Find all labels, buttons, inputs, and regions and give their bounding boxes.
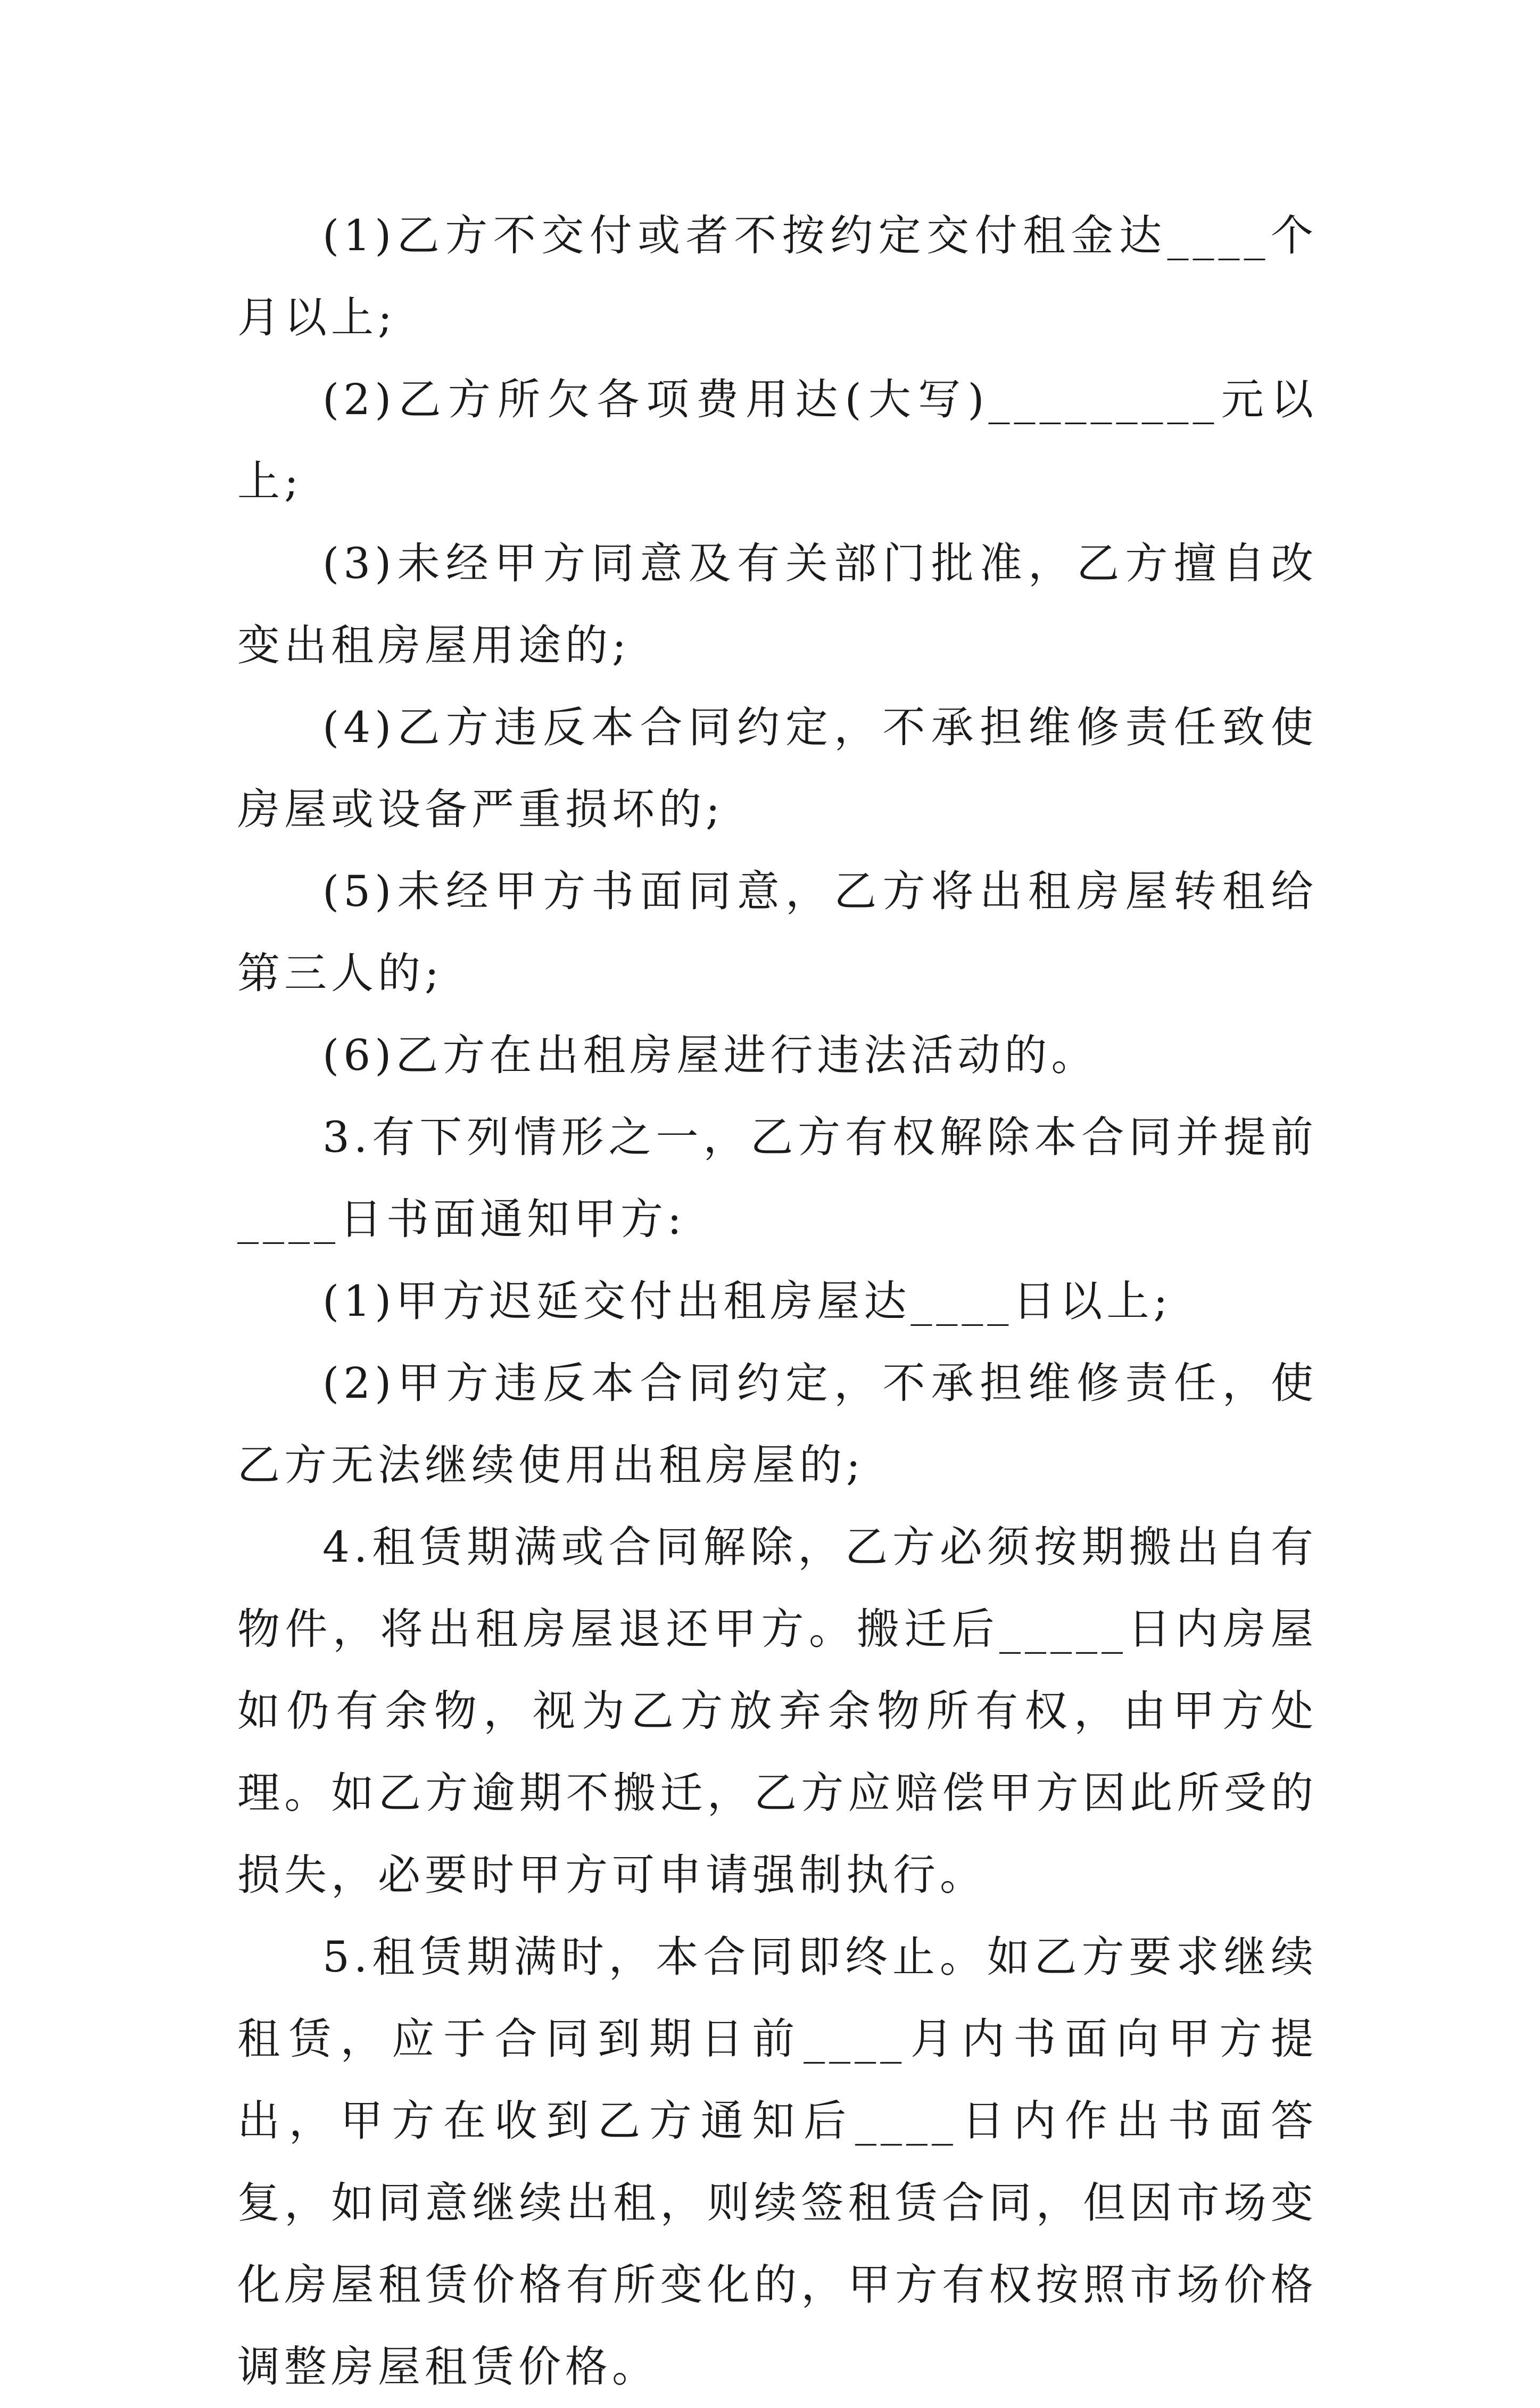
clause-item-2: (2)乙方所欠各项费用达(大写)_________元以上;	[237, 375, 1318, 506]
clause-item-3: (3)未经甲方同意及有关部门批准，乙方擅自改变出租房屋用途的;	[237, 539, 1318, 670]
clause-item-1: (1)乙方不交付或者不按约定交付租金达____个月以上;	[237, 211, 1318, 342]
clause-3-tenant-termination: 3.有下列情形之一，乙方有权解除本合同并提前____日书面通知甲方:	[237, 1112, 1318, 1244]
clause-5-lease-renewal: 5.租赁期满时，本合同即终止。如乙方要求继续租赁，应于合同到期日前____月内书面向甲方提出，甲方在收到乙方通知后____日内作出书面答复，如同意继续出租，则续签租赁合同，但因市场变化房屋租赁价格有所变化的，甲方有权按照市场价格调整房屋租赁价格。	[237, 1932, 1318, 2391]
clause-3-item-1: (1)甲方迟延交付出租房屋达____日以上;	[322, 1276, 1172, 1326]
clause-3-item-2: (2)甲方违反本合同约定，不承担维修责任，使乙方无法继续使用出租房屋的;	[237, 1358, 1318, 1490]
clause-item-5: (5)未经甲方书面同意，乙方将出租房屋转租给第三人的;	[237, 867, 1318, 998]
clause-item-4: (4)乙方违反本合同约定，不承担维修责任致使房屋或设备严重损坏的;	[237, 703, 1318, 834]
clause-4-lease-expiry-move-out: 4.租赁期满或合同解除，乙方必须按期搬出自有物件，将出租房屋退还甲方。搬迁后_____日内房屋如仍有余物，视为乙方放弃余物所有权，由甲方处理。如乙方逾期不搬迁，乙方应赔偿甲方因此所受的损失，必要时甲方可申请强制执行。	[237, 1522, 1318, 1900]
document-body	[237, 195, 1318, 2408]
clause-item-6: (6)乙方在出租房屋进行违法活动的。	[322, 1030, 1098, 1080]
